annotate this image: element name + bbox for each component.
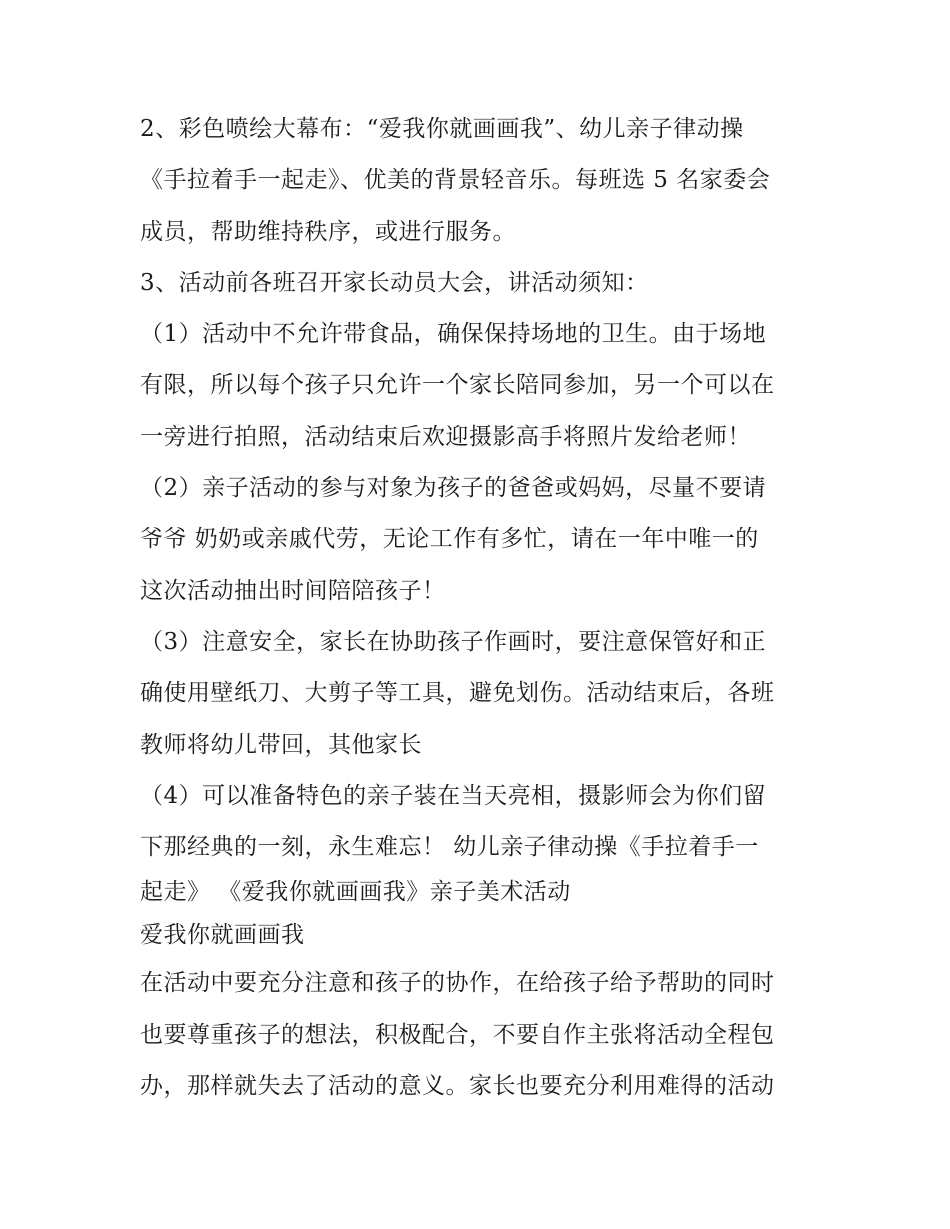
text-line: （1）活动中不允许带食品，确保保持场地的卫生。由于场地 <box>140 321 767 348</box>
text-line: （3）注意安全，家长在协助孩子作画时，要注意保管好和正 <box>140 628 767 655</box>
text-line: 有限，所以每个孩子只允许一个家长陪同参加，另一个可以在 <box>140 372 775 399</box>
text-line: （2）亲子活动的参与对象为孩子的爸爸或妈妈，尽量不要请 <box>140 475 767 502</box>
document-body <box>140 104 820 1112</box>
text-line: 教师将幼儿带回，其他家长 <box>140 731 422 758</box>
text-line: 一旁进行拍照，活动结束后欢迎摄影高手将照片发给老师！ <box>140 423 751 450</box>
text-line: （4）可以准备特色的亲子装在当天亮相，摄影师会为你们留 <box>140 782 767 809</box>
text-line: 3、活动前各班召开家长动员大会，讲活动须知： <box>140 269 649 296</box>
text-line: 确使用壁纸刀、大剪子等工具，避免划伤。活动结束后，各班 <box>140 680 775 707</box>
text-line: 《手拉着手一起走》、优美的背景轻音乐。每班选 5 名家委会 <box>140 167 771 194</box>
text-line: 起走》 《爱我你就画画我》亲子美术活动 <box>140 879 571 906</box>
text-line: 这次活动抽出时间陪陪孩子！ <box>140 577 446 604</box>
text-line: 办，那样就失去了活动的意义。家长也要充分利用难得的活动 <box>140 1073 775 1100</box>
text-line: 下那经典的一刻，永生难忘！ 幼儿亲子律动操《手拉着手一 <box>140 834 759 861</box>
text-line: 在活动中要充分注意和孩子的协作，在给孩子给予帮助的同时 <box>140 970 775 997</box>
section-heading: 爱我你就画画我 <box>140 922 305 949</box>
text-line: 2、彩色喷绘大幕布：“爱我你就画画我”、幼儿亲子律动操 <box>140 116 744 142</box>
text-line: 成员，帮助维持秩序，或进行服务。 <box>140 218 516 245</box>
text-line: 爷爷 奶奶或亲戚代劳，无论工作有多忙，请在一年中唯一的 <box>140 526 759 553</box>
text-line: 也要尊重孩子的想法，积极配合，不要自作主张将活动全程包 <box>140 1021 775 1048</box>
